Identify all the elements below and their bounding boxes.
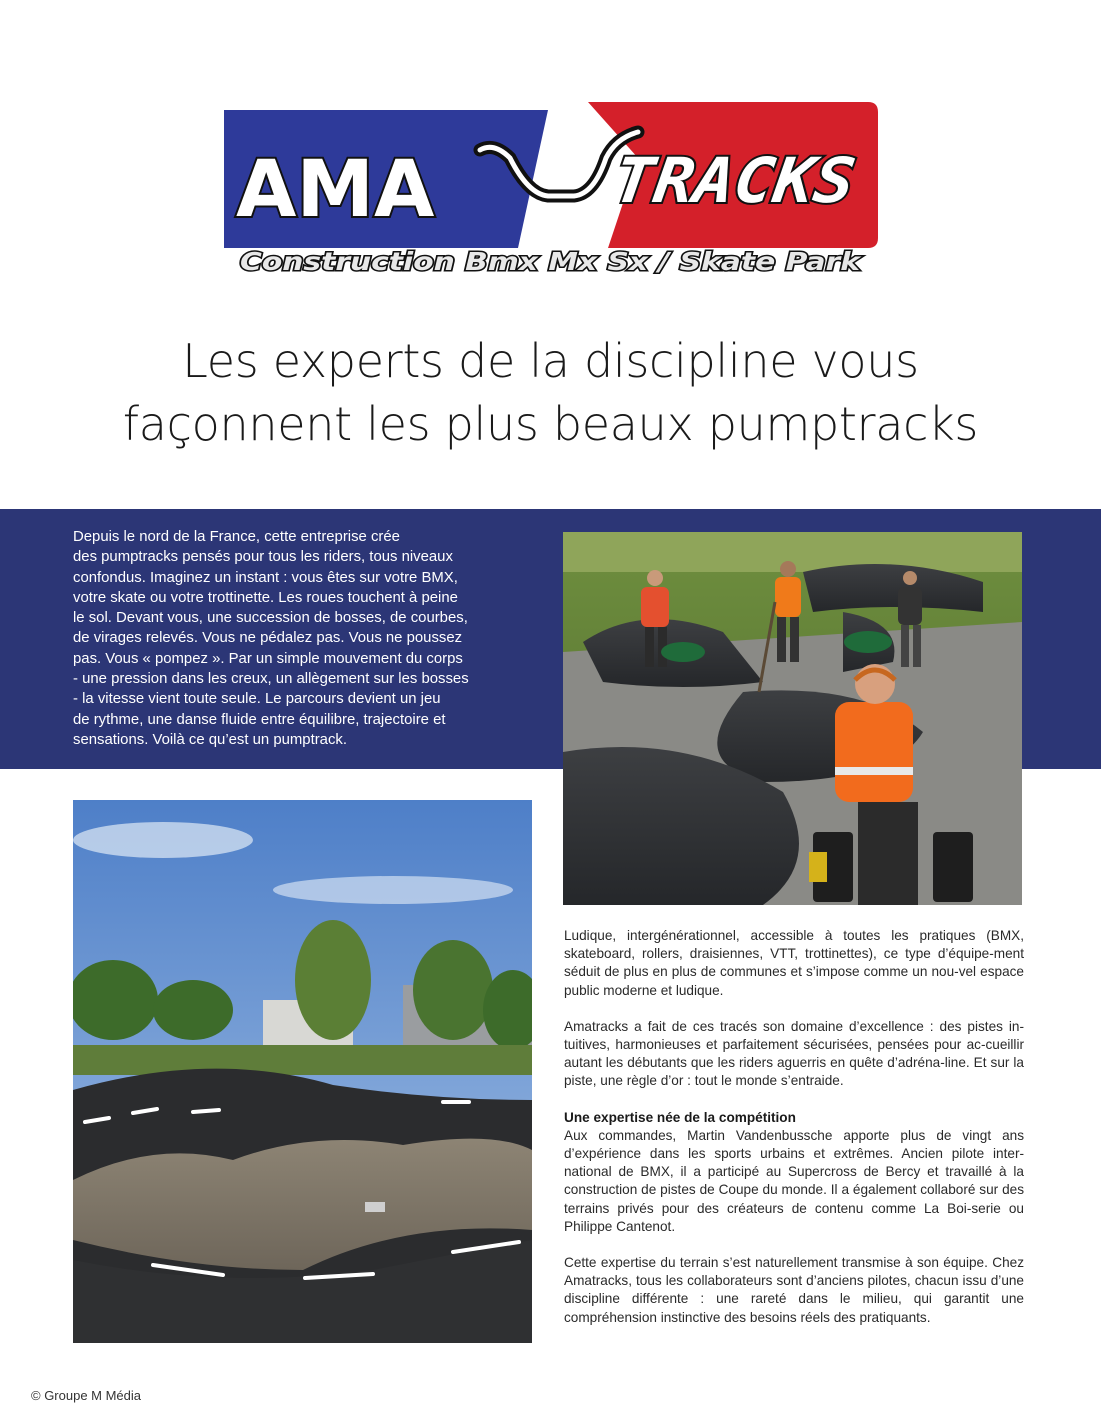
headline-line-2: façonnent les plus beaux pumptracks xyxy=(122,397,979,451)
logo-wordmark-left: AMA xyxy=(236,145,435,235)
article-body xyxy=(564,927,1024,1345)
intro-paragraph: Depuis le nord de la France, cette entreprise crée des pumptracks pensés pour tous les riders, tous niveaux confondus. Imaginez un instant : vous êtes sur votre BMX, votre skate ou votre trottinette. Les roues touchent à peine le sol. Devant vous, une succession de bosses, de courbes, de virages relevés. Vous ne pédalez pas. Vous ne poussez pas. Vous « pompez ». Par un simple mouvement du corps - une pression dans les creux, un allègement sur les bosses - la vitesse vient toute seule. Le parcours devient un jeu de rythme, une danse fluide entre équilibre, trajectoire et sensations. Voilà ce qu’est un pumptrack. xyxy=(73,529,469,748)
photo-workers-building-track xyxy=(563,532,1022,905)
amatracks-logo xyxy=(218,98,882,276)
logo-graphic xyxy=(218,98,882,276)
article-paragraph-3: Aux commandes, Martin Vandenbussche apporte plus de vingt ans d’expérience dans les sports urbains et extrêmes. Ancien pilote inter-national de BMX, il a participé au Supercross de Bercy et travaillé à la construction de pistes de Coupe du monde. Il a également collaboré sur des terrains privés pour des créateurs de contenu comme La Boi-serie ou Philippe Cantenot. xyxy=(564,1127,1024,1234)
article-paragraph-4: Cette expertise du terrain s’est naturellement transmise à son équipe. Chez Amatracks, tous les collaborateurs sont d’anciens pilotes, chacun issu d’une discipline différente : une rareté dans le milieu, qui garantit une compréhension instinctive des besoins réels des pratiquants. xyxy=(564,1255,1024,1325)
photo-finished-pumptrack xyxy=(73,800,532,1343)
article-paragraph-1: Ludique, intergénérationnel, accessible à toutes les pratiques (BMX, skateboard, rollers, draisiennes, VTT, trottinettes), ce type d’équipe-ment séduit de plus en plus de communes et s’impose comme un nou-vel espace public moderne et ludique. xyxy=(564,928,1024,998)
logo-tagline: Construction Bmx Mx Sx / Skate Park xyxy=(240,247,862,276)
article-paragraph-2: Amatracks a fait de ces tracés son domaine d’excellence : des pistes in-tuitives, harmonieuses et parfaitement sécurisées, pensées pour ac-cueillir autant les débutants que les riders aguerris en quête d’adréna-line. Et sur la piste, une règle d’or : tout le monde s’entraide. xyxy=(564,1018,1024,1089)
headline-line-1: Les experts de la discipline vous xyxy=(182,334,919,388)
page-headline xyxy=(20,330,1081,456)
logo-wordmark-right: TRACKS xyxy=(609,144,844,217)
article-subheading: Une expertise née de la compétition xyxy=(564,1109,796,1125)
copyright-notice: © Groupe M Média xyxy=(31,1388,142,1403)
